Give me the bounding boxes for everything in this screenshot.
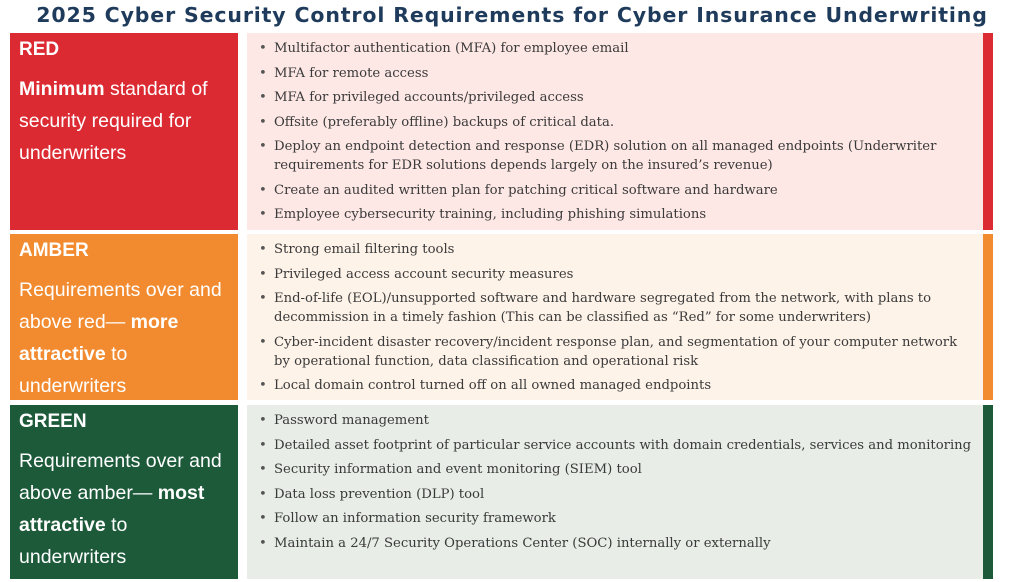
requirement-item: • Strong email filtering tools	[257, 240, 975, 259]
tier-amber-label-panel	[10, 234, 238, 400]
tier-green-requirement-list	[257, 411, 975, 553]
tier-green-desc-bold: most attractive	[19, 482, 205, 536]
tier-red-requirements	[247, 33, 983, 230]
tier-amber-desc-post: to underwriters	[19, 343, 128, 397]
tier-amber-desc-bold: more attractive	[19, 311, 179, 365]
tier-green	[10, 405, 993, 579]
tier-amber-requirement-list	[257, 240, 975, 395]
tier-amber-requirements	[247, 234, 983, 400]
tier-red-heading: RED	[19, 39, 60, 60]
requirement-item: • Employee cybersecurity training, including phishing simulations	[257, 205, 975, 224]
tier-green-edge-bar	[983, 405, 993, 579]
tier-amber-description	[19, 274, 238, 402]
tier-green-heading: GREEN	[19, 411, 87, 432]
tier-red-label-panel	[10, 33, 238, 230]
requirement-item: • Detailed asset footprint of particular service accounts with domain credentials, services and monitoring	[257, 436, 975, 455]
tier-amber-edge-bar	[983, 234, 993, 400]
requirement-item: • End-of-life (EOL)/unsupported software and hardware segregated from the network, with plans to decommission in a timely fashion (This can be classified as “Red” for some underwriters)	[257, 289, 975, 327]
requirement-item: • Password management	[257, 411, 975, 430]
requirement-item: • Deploy an endpoint detection and response (EDR) solution on all managed endpoints (Underwriter requirements for EDR solutions depends largely on the insured’s revenue)	[257, 137, 975, 175]
tier-amber-heading: AMBER	[19, 240, 89, 261]
tier-green-desc-pre: Requirements over and above amber—	[19, 450, 222, 504]
tier-red-edge-bar	[983, 33, 993, 230]
tier-amber	[10, 234, 993, 400]
requirement-item: • Data loss prevention (DLP) tool	[257, 485, 975, 504]
requirement-item: • Create an audited written plan for patching critical software and hardware	[257, 181, 975, 200]
tier-green-desc-post: to underwriters	[19, 514, 128, 568]
tier-red-desc-bold: Minimum	[19, 78, 105, 100]
requirement-item: • MFA for remote access	[257, 64, 975, 83]
tier-green-description	[19, 445, 238, 573]
requirement-item: • MFA for privileged accounts/privileged access	[257, 88, 975, 107]
tier-red-desc-rest: standard of security required for underwriters	[19, 78, 208, 164]
tier-red-requirement-list	[257, 39, 975, 224]
requirement-item: • Offsite (preferably offline) backups of critical data.	[257, 113, 975, 132]
tier-green-label-panel	[10, 405, 238, 579]
requirement-item: • Security information and event monitoring (SIEM) tool	[257, 460, 975, 479]
tier-red	[10, 33, 993, 230]
requirement-item: • Multifactor authentication (MFA) for employee email	[257, 39, 975, 58]
tier-red-description	[19, 73, 238, 169]
requirement-item: • Local domain control turned off on all owned managed endpoints	[257, 376, 975, 395]
tier-amber-desc-pre: Requirements over and above red—	[19, 279, 222, 333]
tier-green-requirements	[247, 405, 983, 579]
requirement-item: • Privileged access account security measures	[257, 265, 975, 284]
requirement-item: • Cyber-incident disaster recovery/incident response plan, and segmentation of your computer network by operational function, data classification and operational risk	[257, 333, 975, 371]
requirement-item: • Maintain a 24/7 Security Operations Center (SOC) internally or externally	[257, 534, 975, 553]
page-title: 2025 Cyber Security Control Requirements for Cyber Insurance Underwriting	[36, 3, 988, 27]
requirement-item: • Follow an information security framework	[257, 509, 975, 528]
